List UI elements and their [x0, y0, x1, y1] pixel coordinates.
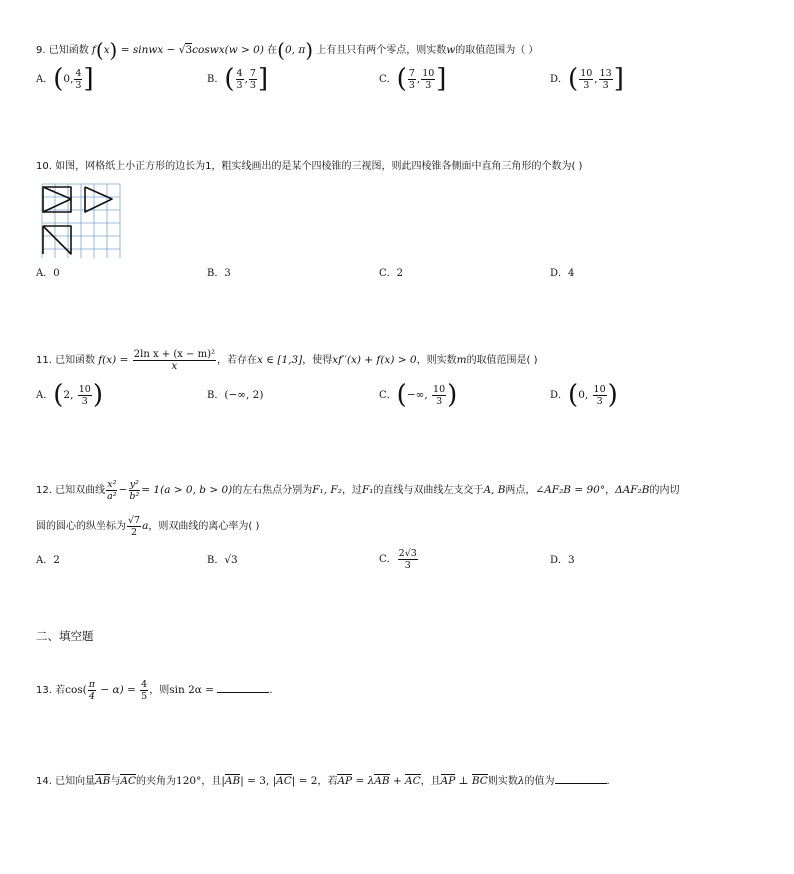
- q9-option-b[interactable]: B．( $\frac{4}{3}$ , $\frac{7}{3}$ ]: [207, 64, 269, 94]
- q12-option-d[interactable]: D．3: [550, 554, 575, 566]
- q9-option-a[interactable]: A．(0, $\frac{4}{3}$ ]: [36, 64, 94, 94]
- q11-option-c[interactable]: C．(−∞, $\frac{10}{3}$ ): [379, 380, 458, 410]
- q12-stem-line2: 圆的圆心的纵坐标为 $\frac{√7}{2}$ a，则双曲线的离心率为( ): [36, 514, 260, 538]
- q12-stem-line1: 12. 已知双曲线 $\frac{\text{x²}}{\text{a²}}$ − $\frac{\text{y²}}{\text{b²}}$ = 1(a > 0, b > 0)的左右焦点分别为F₁, F₂，过F₁的直线与双曲线左支交于A, B两点，∠AF₂B = 90°，ΔAF₂B的内切: [36, 478, 680, 502]
- q13-stem: 13. 若cos( $\frac{\pi}{4}$ − α) = $\frac{4}{5}$ ，则sin 2α = .: [36, 678, 273, 702]
- q12-option-c[interactable]: C． $\frac{2√3}{3}$: [379, 547, 417, 571]
- q10-option-c[interactable]: C．2: [379, 268, 404, 279]
- q12-option-b[interactable]: B．√3: [207, 554, 238, 566]
- three-view-grid-figure: [40, 182, 122, 260]
- q10-option-a[interactable]: A．0: [36, 268, 60, 279]
- q13-answer-blank[interactable]: [217, 682, 269, 693]
- q9-stem: 9. 已知函数 f(x) = sinwx − √3coswx(w > 0) 在(0, π) 上有且只有两个零点，则实数w的取值范围为（ ）: [36, 38, 539, 62]
- section-heading: 二、填空题: [36, 629, 94, 643]
- q10-option-b[interactable]: B．3: [207, 268, 231, 279]
- q9-option-d[interactable]: D．( $\frac{10}{3}$ , $\frac{13}{3}$ ]: [550, 64, 624, 94]
- q9-option-c[interactable]: C．( $\frac{7}{3}$ , $\frac{10}{3}$ ]: [379, 64, 447, 94]
- q11-option-d[interactable]: D．(0, $\frac{10}{3}$ ): [550, 380, 618, 410]
- q11-stem: 11. 已知函数 f(x) = $\frac{\text{2ln x + (x − m)²}}{x}$ ，若存在x ∈ [1,3]，使得xf′′(x) + f(x) > 0，则实数m的取值范围是( ): [36, 348, 538, 372]
- q11-option-b[interactable]: B．(−∞, 2): [207, 389, 264, 401]
- q12-option-a[interactable]: A．2: [36, 554, 60, 566]
- q10-option-d[interactable]: D．4: [550, 268, 575, 279]
- q10-stem: 10. 如图，网格纸上小正方形的边长为1，粗实线画出的是某个四棱锥的三视图，则此四棱锥各侧面中直角三角形的个数为( ): [36, 161, 583, 172]
- q11-option-a[interactable]: A．(2, $\frac{10}{3}$ ): [36, 380, 103, 410]
- q14-answer-blank[interactable]: [555, 773, 607, 784]
- q14-stem: 14. 已知向量AB与AC的夹角为120°，且|AB| = 3, |AC| = 2，若AP = λAB + AC，且AP ⊥ BC则实数λ的值为 .: [36, 775, 610, 787]
